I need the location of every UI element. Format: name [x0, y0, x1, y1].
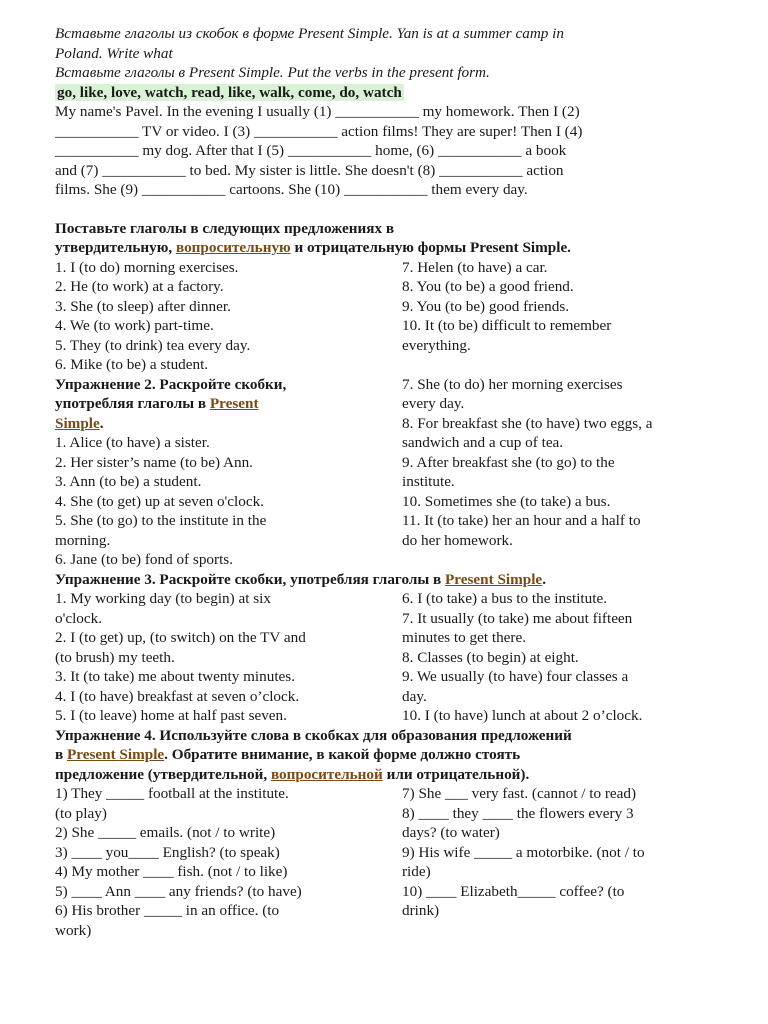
- list-item: 7) She ___ very fast. (cannot / to read): [402, 785, 637, 802]
- list-item: drink): [402, 902, 440, 919]
- word-bank: go, like, love, watch, read, like, walk, come, do, watch: [57, 83, 402, 101]
- list-item: morning.: [55, 531, 111, 549]
- list-item: sandwich and a cup of tea.: [402, 434, 564, 451]
- list-item: (to play): [55, 804, 107, 822]
- list-item: 1. I (to do) morning exercises.: [55, 258, 239, 276]
- list-item: (to brush) my teeth.: [55, 648, 175, 666]
- list-item: everything.: [402, 336, 471, 354]
- ex4-title-line3: предложение (утвердительной, вопросительной или отрицательной).: [55, 765, 530, 783]
- list-item: 11. It (to take) her an hour and a half to: [402, 512, 641, 529]
- ex4-columns: [55, 784, 715, 940]
- list-item: 6. I (to take) a bus to the institute.: [402, 590, 607, 607]
- list-item: 5. She (to go) to the institute in the: [55, 512, 267, 529]
- ex2-columns: [55, 375, 715, 570]
- list-item: 10. I (to have) lunch at about 2 o’clock.: [402, 707, 643, 724]
- ex2-right-column: [402, 375, 715, 570]
- list-item: 2. Her sister’s name (to be) Ann.: [55, 453, 253, 471]
- list-item: 6. Jane (to be) fond of sports.: [55, 551, 233, 568]
- link-present-simple[interactable]: Present Simple: [445, 570, 543, 588]
- list-item: 5. They (to drink) tea every day.: [55, 336, 251, 354]
- link-voprositelnuyu[interactable]: вопросительную: [175, 239, 291, 256]
- list-item: 2. He (to work) at a factory.: [55, 278, 224, 295]
- list-item: 10) ____ Elizabeth_____ coffee? (to: [402, 882, 625, 900]
- ex1-title-line1: Поставьте глаголы в следующих предложениях в: [55, 219, 395, 237]
- list-item: 1. My working day (to begin) at six: [55, 590, 271, 607]
- ex3-left-column: [55, 589, 402, 726]
- list-item: 1) They _____ football at the institute.: [55, 785, 289, 802]
- worksheet-page: [55, 24, 715, 940]
- list-item: every day.: [402, 395, 465, 412]
- link-voprositelnoy[interactable]: вопросительной: [270, 765, 383, 783]
- list-item: institute.: [402, 473, 455, 490]
- ex4-title-line2: в Present Simple. Обратите внимание, в какой форме должно стоять: [55, 746, 521, 763]
- list-item: 10. It (to be) difficult to remember: [402, 317, 612, 334]
- story-line: ___________ TV or video. I (3) ___________ action films! They are super! Then I (4): [55, 122, 583, 140]
- list-item: o'clock.: [55, 609, 103, 627]
- ex4-title-line1: Упражнение 4. Используйте слова в скобках для образования предложений: [55, 726, 572, 744]
- ex2-left-column: [55, 375, 402, 570]
- list-item: 6) His brother _____ in an office. (to: [55, 902, 280, 919]
- list-item: 2) She _____ emails. (not / to write): [55, 824, 276, 841]
- story-line: and (7) ___________ to bed. My sister is little. She doesn't (8) ___________ action: [55, 161, 564, 179]
- list-item: 7. It usually (to take) me about fifteen: [402, 609, 633, 627]
- ex1-right-column: [402, 258, 715, 375]
- intro-instruction-2: Poland. Write what: [55, 44, 173, 62]
- list-item: 3. Ann (to be) a student.: [55, 473, 202, 490]
- list-item: 2. I (to get) up, (to switch) on the TV and: [55, 629, 306, 646]
- intro-instruction-3: Вставьте глаголы в Present Simple. Put the verbs in the present form.: [55, 64, 490, 81]
- ex1-columns: [55, 258, 715, 375]
- story-line: My name's Pavel. In the evening I usually (1) ___________ my homework. Then I (2): [55, 103, 580, 120]
- list-item: 5. I (to leave) home at half past seven.: [55, 707, 287, 724]
- ex3-right-column: [402, 589, 715, 726]
- ex4-right-column: [402, 784, 715, 940]
- ex2-title-line3: Simple.: [55, 414, 104, 432]
- list-item: 1. Alice (to have) a sister.: [55, 434, 210, 451]
- ex3-title: Упражнение 3. Раскройте скобки, употребляя глаголы в Present Simple.: [55, 570, 546, 588]
- intro-instruction-1: Вставьте глаголы из скобок в форме Present Simple. Yan is at a summer camp in: [55, 25, 565, 42]
- ex1-title-line2: утвердительную, вопросительную и отрицательную формы Present Simple.: [55, 239, 571, 256]
- list-item: do her homework.: [402, 531, 513, 549]
- list-item: work): [55, 921, 92, 939]
- list-item: 8. For breakfast she (to have) two eggs, a: [402, 414, 653, 432]
- story-line: films. She (9) ___________ cartoons. She (10) ___________ them every day.: [55, 181, 528, 198]
- list-item: 10. Sometimes she (to take) a bus.: [402, 492, 611, 510]
- list-item: 4) My mother ____ fish. (not / to like): [55, 863, 288, 880]
- list-item: 4. We (to work) part-time.: [55, 317, 214, 334]
- list-item: 7. She (to do) her morning exercises: [402, 375, 623, 393]
- list-item: 8. Classes (to begin) at eight.: [402, 648, 579, 666]
- ex4-left-column: [55, 784, 402, 940]
- list-item: minutes to get there.: [402, 629, 526, 646]
- story-text: [55, 102, 715, 200]
- list-item: 8) ____ they ____ the flowers every 3: [402, 804, 634, 822]
- ex3-columns: [55, 589, 715, 726]
- list-item: 4. She (to get) up at seven o'clock.: [55, 492, 264, 510]
- list-item: 9. We usually (to have) four classes a: [402, 668, 629, 685]
- list-item: 8. You (to be) a good friend.: [402, 278, 574, 295]
- list-item: 9. You (to be) good friends.: [402, 297, 570, 315]
- list-item: 3. It (to take) me about twenty minutes.: [55, 668, 295, 685]
- list-item: ride): [402, 863, 431, 880]
- link-present-simple-2[interactable]: Present Simple: [67, 746, 165, 763]
- list-item: 3) ____ you____ English? (to speak): [55, 843, 280, 861]
- list-item: 6. Mike (to be) a student.: [55, 356, 209, 373]
- list-item: 9) His wife _____ a motorbike. (not / to: [402, 843, 645, 861]
- ex1-left-column: [55, 258, 402, 375]
- ex2-title-line1: Упражнение 2. Раскройте скобки,: [55, 375, 287, 393]
- story-line: ___________ my dog. After that I (5) ___________ home, (6) ___________ a book: [55, 142, 567, 159]
- ex2-title-line2: употребляя глаголы в Present: [55, 395, 259, 412]
- link-simple[interactable]: Simple: [55, 414, 100, 432]
- list-item: 5) ____ Ann ____ any friends? (to have): [55, 882, 302, 900]
- list-item: 7. Helen (to have) a car.: [402, 258, 548, 276]
- list-item: days? (to water): [402, 824, 500, 841]
- link-present[interactable]: Present: [209, 395, 259, 412]
- list-item: 3. She (to sleep) after dinner.: [55, 297, 231, 315]
- list-item: day.: [402, 687, 427, 705]
- list-item: 9. After breakfast she (to go) to the: [402, 453, 615, 471]
- list-item: 4. I (to have) breakfast at seven o’clock.: [55, 687, 300, 705]
